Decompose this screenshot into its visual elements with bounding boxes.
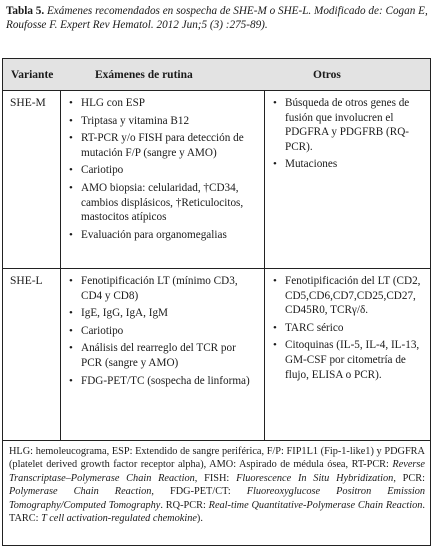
caption-label: Tabla 5. <box>6 5 45 17</box>
footnote-text: , FISH: <box>194 472 237 484</box>
table-footnote <box>9 445 425 525</box>
footnote-text: . RQ-PCR: <box>160 499 209 511</box>
list-item: • Fenotipificación del LT (CD2, CD5,CD6,CD7,CD25,CD27, CD45R0, TCRγ/δ. <box>273 274 426 318</box>
list-item: • Mutaciones <box>273 157 426 172</box>
list-item: • Cariotipo <box>69 163 259 178</box>
footnote-term: Polymerase Chain Reaction <box>9 486 152 498</box>
footnote-text: . TARC: <box>9 499 425 525</box>
header-others: Otros <box>313 69 341 81</box>
list-item: • IgE, IgG, IgA, IgM <box>69 306 259 321</box>
others-list <box>273 274 426 385</box>
list-item: • Triptasa y vitamina B12 <box>69 114 259 129</box>
caption-text: Exámenes recomendados en sospecha de SHE-M o SHE-L. Modificado de: Cogan E, Roufosse F. Expert Rev Hematol. 2012 Jun;5 (3) :275-89). <box>6 5 428 31</box>
table-row <box>3 269 430 441</box>
footnote-term: Fluoreoxyglucose Positron Emission Tomography/Computed Tomography <box>9 486 425 511</box>
table-header <box>3 59 430 91</box>
variant-cell: SHE-M <box>10 97 46 109</box>
table-row <box>3 91 430 269</box>
list-item: • Análisis del rearreglo del TCR por PCR (sangre y AMO) <box>69 341 259 370</box>
header-variant: Variante <box>11 69 54 81</box>
footnote-term: Reverse Transcriptase–Polymerase Chain Reaction <box>9 459 425 484</box>
list-item: • Citoquinas (IL-5, IL-4, IL-13, GM-CSF por citometría de flujo, ELISA o PCR). <box>273 338 426 382</box>
list-item: • FDG-PET/TC (sospecha de linforma) <box>69 374 259 389</box>
others-list <box>273 96 426 175</box>
footnote-term: Fluorescence In Situ Hybridization <box>236 472 394 484</box>
table-caption <box>6 4 430 32</box>
list-item: • Evaluación para organomegalias <box>69 228 259 243</box>
variant-cell: SHE-L <box>10 275 43 287</box>
footnote-term: Real-time Quantitative-Polymerase Chain Reaction <box>208 499 423 511</box>
list-item: • RT-PCR y/o FISH para detección de mutación F/P (sangre y AMO) <box>69 131 259 160</box>
list-item: • Fenotipificación LT (mínimo CD3, CD4 y CD8) <box>69 274 259 303</box>
footnote-text: HLG: hemoleucograma, ESP: Extendido de sangre periférica, F/P: FIP1L1 (Fip-1-like1) y PDGFRA (platelet derived growth factor receptor alpha), AMO: Aspirado de médula ósea, RT-PCR: <box>9 446 425 471</box>
list-item: • AMO biopsia: celularidad, †CD34, cambios displásicos, †Reticulocitos, mastocitos atípicos <box>69 181 259 225</box>
header-routine: Exámenes de rutina <box>95 69 193 81</box>
footnote-text: ). <box>196 513 203 525</box>
list-item: • Cariotipo <box>69 324 259 339</box>
routine-list <box>69 96 259 245</box>
list-item: • TARC sérico <box>273 321 426 336</box>
footnote-text: , PCR: <box>393 472 425 484</box>
list-item: • Búsqueda de otros genes de fusión que involucren el PDGFRA y PDGFRB (RQ-PCR). <box>273 96 426 154</box>
exams-table <box>2 58 431 546</box>
routine-list <box>69 274 259 391</box>
footnote-term: T cell activation-regulated chemokine <box>41 513 197 525</box>
footnote-text: , FDG-PET/CT: <box>151 486 247 498</box>
list-item: • HLG con ESP <box>69 96 259 111</box>
